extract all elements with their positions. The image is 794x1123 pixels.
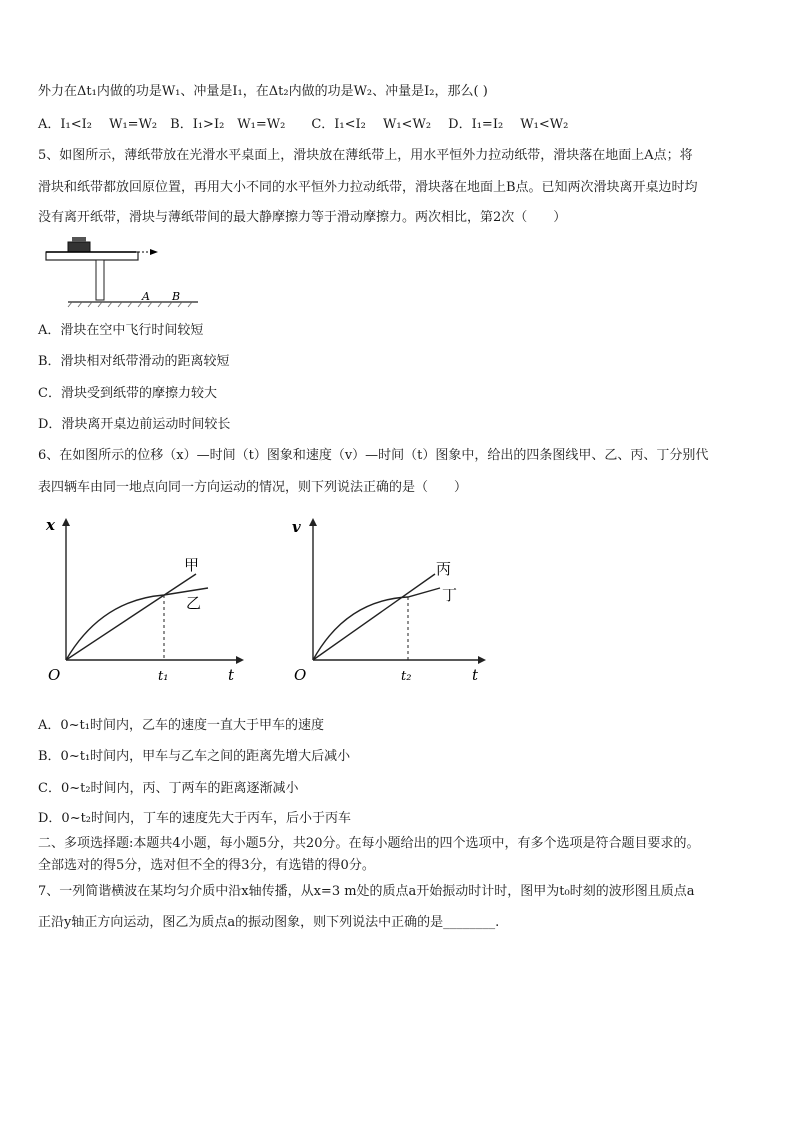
line-bing-label: 丙	[436, 560, 452, 578]
point-a-label: A	[142, 290, 150, 303]
q6-stem-line-1: 6、在如图所示的位移（x）—时间（t）图象和速度（v）—时间（t）图象中，给出的四条图线甲、乙、丙、丁分别代	[38, 448, 709, 463]
q5-option-d: D．滑块离开桌边前运动时间较长	[38, 417, 231, 432]
xt-graph	[36, 508, 256, 693]
xt-tick-t1: t₁	[158, 669, 169, 684]
xt-x-axis-label: t	[228, 666, 235, 684]
vt-graph	[280, 508, 500, 693]
line-ding-label: 丁	[442, 586, 458, 604]
q5-option-a: A．滑块在空中飞行时间较短	[38, 323, 204, 338]
q6-stem-line-2: 表四辆车由同一地点向同一方向运动的情况，则下列说法正确的是（ ）	[38, 480, 468, 495]
q5-option-c: C．滑块受到纸带的摩擦力较大	[38, 386, 217, 401]
q6-option-c: C．0~t₂时间内，丙、丁两车的距离逐渐减小	[38, 781, 299, 796]
xt-y-axis-label: x	[46, 516, 55, 534]
point-b-label: B	[172, 290, 181, 303]
xt-origin-label: O	[48, 666, 61, 684]
section2-heading-line-2: 全部选对的得5分，选对但不全的得3分，有选错的得0分。	[38, 858, 375, 873]
q5-stem-line-2: 滑块和纸带都放回原位置，再用大小不同的水平恒外力拉动纸带，滑块落在地面上B点。已知两次滑块离开桌边时均	[38, 180, 698, 195]
vt-tick-t2: t₂	[401, 669, 412, 684]
q6-option-d: D．0~t₂时间内，丁车的速度先大于丙车，后小于丙车	[38, 811, 352, 826]
vt-y-axis-label: v	[292, 518, 301, 536]
line-jia-label: 甲	[184, 556, 200, 574]
q7-stem-line-2: 正沿y轴正方向运动，图乙为质点a的振动图象，则下列说法中正确的是________.	[38, 915, 500, 930]
q4-stem: 外力在Δt₁内做的功是W₁、冲量是I₁，在Δt₂内做的功是W₂、冲量是I₂，那么( )	[38, 84, 488, 99]
q5-stem-line-1: 5、如图所示，薄纸带放在光滑水平桌面上，滑块放在薄纸带上，用水平恒外力拉动纸带，滑块落在地面上A点；将	[38, 148, 693, 163]
vt-origin-label: O	[294, 666, 307, 684]
q6-option-b: B．0~t₁时间内，甲车与乙车之间的距离先增大后减小	[38, 749, 351, 764]
q5-option-b: B．滑块相对纸带滑动的距离较短	[38, 354, 230, 369]
q5-figure-table	[38, 230, 208, 310]
q4-options: A．I₁<I₂ W₁=W₂ B．I₁>I₂ W₁=W₂ C．I₁<I₂ W₁<W₂ D．I₁=I₂ W₁<W₂	[38, 117, 569, 132]
vt-x-axis-label: t	[472, 666, 479, 684]
line-yi-label: 乙	[186, 594, 202, 612]
q6-option-a: A．0~t₁时间内，乙车的速度一直大于甲车的速度	[38, 718, 324, 733]
section2-heading-line-1: 二、多项选择题:本题共4小题，每小题5分，共20分。在每小题给出的四个选项中，有多个选项是符合题目要求的。	[38, 836, 700, 851]
q7-stem-line-1: 7、一列简谐横波在某均匀介质中沿x轴传播，从x=3 m处的质点a开始振动时计时，图甲为t₀时刻的波形图且质点a	[38, 884, 695, 899]
q5-stem-line-3: 没有离开纸带，滑块与薄纸带间的最大静摩擦力等于滑动摩擦力。两次相比，第2次（ ）	[38, 210, 567, 225]
